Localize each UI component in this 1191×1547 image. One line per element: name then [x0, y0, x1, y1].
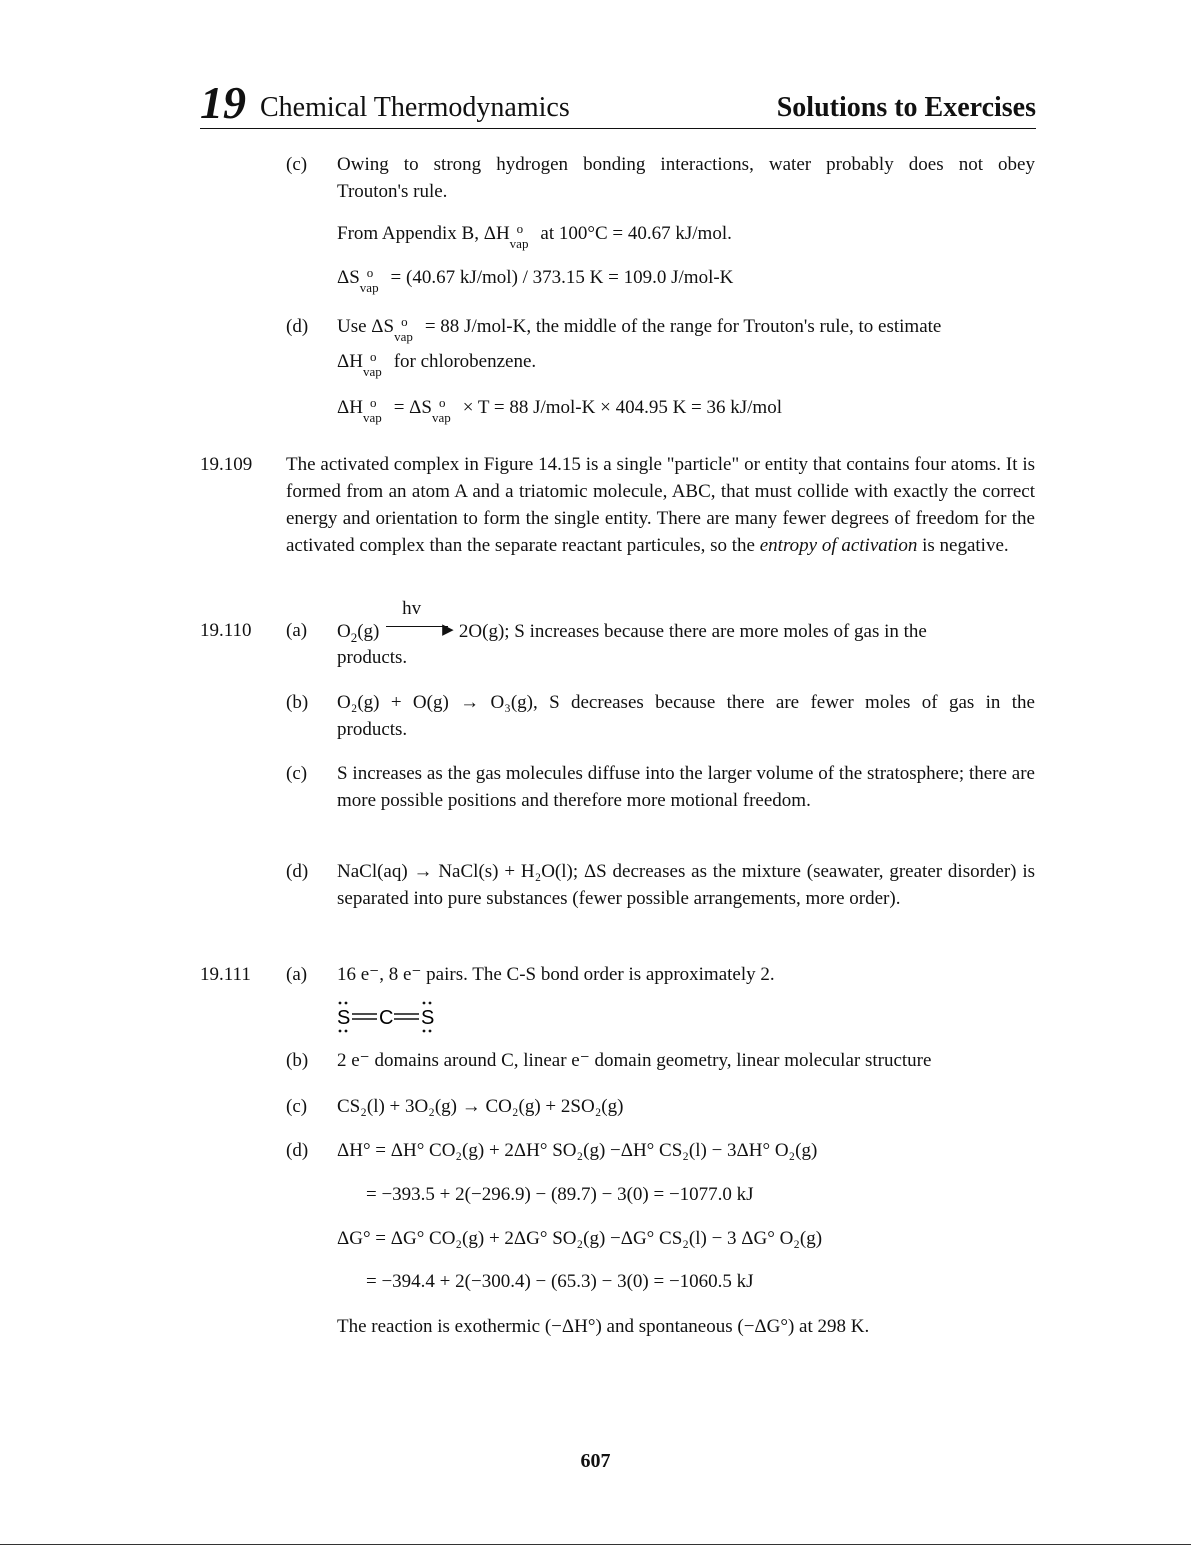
- vap-subscript: vap: [431, 410, 451, 425]
- text-fragment: ΔH: [337, 397, 363, 418]
- text-line: O₂(g) + O(g) → O₃(g), S decreases because there are fewer moles of gas in the: [337, 692, 1035, 713]
- lone-pair-dot: [345, 1002, 348, 1005]
- part-text: S increases as the gas molecules diffuse into the larger volume of the stratosphere; there are more possible positions and therefore more motional freedom.: [337, 763, 1035, 811]
- text-line: products.: [337, 719, 408, 740]
- text-line: 2 e⁻ domains around C, linear e⁻ domain geometry, linear molecular structure: [337, 1050, 932, 1071]
- part-label: (d): [286, 1140, 309, 1161]
- lewis-atom-s: S: [337, 1007, 351, 1029]
- equation-line: ΔH° = ΔH° CO₂(g) + 2ΔH° SO₂(g) −ΔH° CS₂(l) − 3ΔH° O₂(g): [337, 1140, 818, 1161]
- text-fragment: ΔH: [337, 351, 363, 372]
- degree-symbol: o: [401, 314, 408, 329]
- part-label: (a): [286, 964, 308, 985]
- exercise-number: 19.111: [200, 964, 251, 985]
- equation-line: [337, 598, 1035, 645]
- text-fragment: O: [337, 621, 351, 642]
- degree-symbol: o: [366, 265, 374, 280]
- lone-pair-dot: [429, 1030, 432, 1033]
- hv-label: hv: [402, 598, 422, 619]
- part-label: (a): [286, 620, 308, 641]
- vap-subscript: vap: [394, 329, 413, 344]
- vap-subscript: vap: [359, 280, 379, 295]
- text-fragment: = 88 J/mol-K, the middle of the range for Trouton's rule, to estimate: [420, 316, 942, 337]
- text-fragment: for chlorobenzene.: [388, 351, 537, 372]
- vap-subscript: vap: [362, 364, 382, 379]
- part-label: (b): [286, 692, 309, 713]
- equation-line: [337, 394, 782, 425]
- photon-arrow: [384, 598, 454, 638]
- lewis-atom-c: C: [379, 1007, 394, 1029]
- text-fragment: Use ΔS: [337, 316, 395, 337]
- text-fragment: 2O(g); S increases because there are more moles of gas in the: [458, 621, 927, 642]
- lone-pair-dot: [339, 1002, 342, 1005]
- emphasis-text: entropy of activation: [759, 535, 918, 556]
- text-fragment: = ΔS: [388, 397, 432, 418]
- degree-symbol: o: [369, 395, 377, 410]
- equation-line: [337, 313, 1035, 344]
- lone-pair-dot: [423, 1002, 426, 1005]
- exercise-number: 19.110: [200, 620, 252, 641]
- equation-line: = −394.4 + 2(−300.4) − (65.3) − 3(0) = −1060.5 kJ: [366, 1271, 754, 1292]
- text-line: Trouton's rule.: [337, 181, 448, 202]
- equation-line: [337, 264, 734, 295]
- part-label: (d): [286, 861, 309, 882]
- text-fragment: From Appendix B, ΔH: [337, 223, 510, 244]
- equation-line: [337, 220, 732, 251]
- subscript: 2: [350, 629, 358, 645]
- lone-pair-dot: [345, 1030, 348, 1033]
- chapter-number: 19: [200, 77, 246, 128]
- vap-subscript: vap: [362, 410, 382, 425]
- text-fragment: at 100°C = 40.67 kJ/mol.: [535, 223, 732, 244]
- degree-symbol: o: [438, 395, 446, 410]
- lone-pair-dot: [423, 1030, 426, 1033]
- degree-symbol: o: [369, 349, 377, 364]
- section-title: Solutions to Exercises: [776, 92, 1036, 123]
- page-number: 607: [580, 1450, 611, 1472]
- text-fragment: × T = 88 J/mol-K × 404.95 K = 36 kJ/mol: [457, 397, 782, 418]
- equation-line: = −393.5 + 2(−296.9) − (89.7) − 3(0) = −1077.0 kJ: [366, 1184, 754, 1205]
- degree-symbol: o: [516, 221, 524, 236]
- part-label: (c): [286, 763, 308, 784]
- exercise-number: 19.109: [200, 454, 253, 475]
- text-line: products.: [337, 647, 408, 668]
- lone-pair-dot: [429, 1002, 432, 1005]
- text-fragment: is negative.: [917, 535, 1009, 556]
- page-header: [200, 78, 1036, 129]
- lewis-structure-cs2: [337, 1000, 447, 1034]
- arrow-head-icon: ▶: [442, 622, 454, 638]
- equation-line: ΔG° = ΔG° CO₂(g) + 2ΔG° SO₂(g) −ΔG° CS₂(l) − 3 ΔG° O₂(g): [337, 1228, 823, 1249]
- text-line: Owing to strong hydrogen bonding interactions, water probably does not obey: [337, 154, 1035, 175]
- text-fragment: ΔS: [337, 267, 360, 288]
- lone-pair-dot: [339, 1030, 342, 1033]
- text-fragment: = (40.67 kJ/mol) / 373.15 K = 109.0 J/mol-K: [385, 267, 734, 288]
- part-label: (b): [286, 1050, 309, 1071]
- equation-line: CS₂(l) + 3O₂(g) → CO₂(g) + 2SO₂(g): [337, 1096, 624, 1117]
- lewis-atom-s: S: [421, 1007, 435, 1029]
- chapter-title: Chemical Thermodynamics: [260, 92, 570, 123]
- part-text: NaCl(aq) → NaCl(s) + H₂O(l); ΔS decreases as the mixture (seawater, greater disorder) is separated into pure substances (fewer possible arrangements, more order).: [337, 861, 1035, 909]
- text-fragment: The activated complex in Figure 14.15 is a single "particle" or entity that contains four atoms. It is formed from an atom A and a triatomic molecule, ABC, that must collide with exactly the correct energy and orientation to form the single entity. There are many fewer degrees of freedom for the activated complex than the separate reactant particules, so the: [286, 454, 1035, 556]
- part-label: (d): [286, 316, 309, 337]
- part-label: (c): [286, 1096, 308, 1117]
- page-bottom-rule: [0, 1544, 1191, 1545]
- vap-subscript: vap: [509, 236, 529, 251]
- exercise-text: [286, 451, 1035, 559]
- conclusion-text: The reaction is exothermic (−ΔH°) and spontaneous (−ΔG°) at 298 K.: [337, 1316, 870, 1337]
- text-fragment: (g): [357, 621, 380, 642]
- equation-line: [337, 348, 537, 379]
- text-line: 16 e⁻, 8 e⁻ pairs. The C-S bond order is approximately 2.: [337, 964, 775, 985]
- part-label: (c): [286, 154, 308, 175]
